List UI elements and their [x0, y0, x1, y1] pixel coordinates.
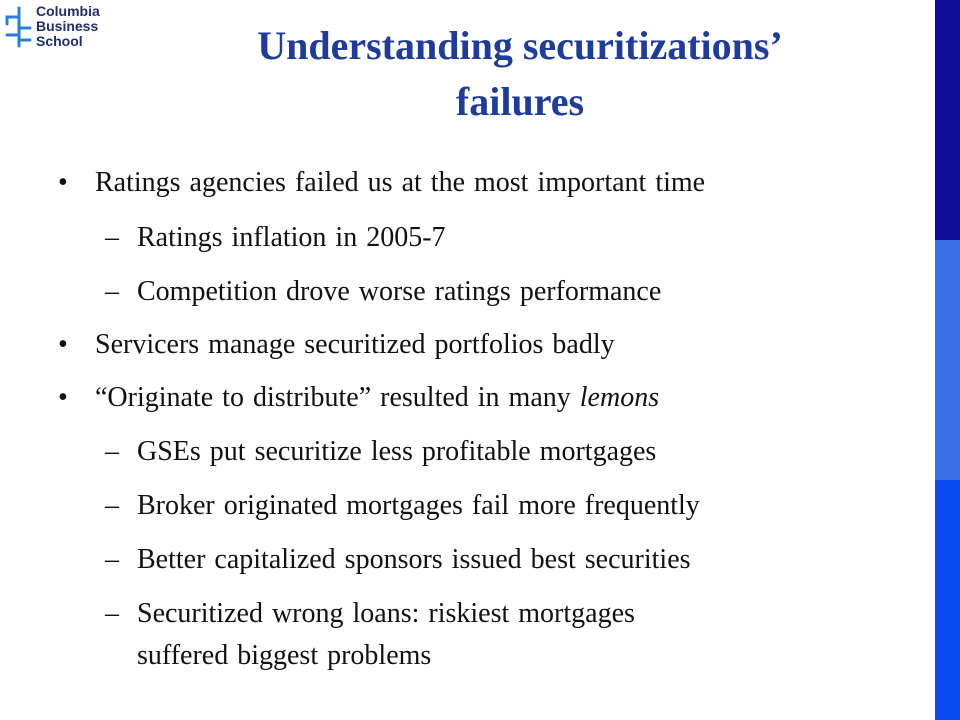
bullet-text: Servicers manage securitized portfolios badly [95, 329, 615, 360]
sub-bullet-text: GSEs put securitize less profitable mortgages [137, 436, 657, 467]
bullet-text: Ratings agencies failed us at the most important time [95, 167, 706, 198]
bullet-marker: • [58, 329, 68, 360]
sub-bullet-text: Competition drove worse ratings performance [137, 276, 662, 307]
bullet-text-main: “Originate to distribute” resulted in many [95, 382, 580, 413]
sub-bullet-text: Better capitalized sponsors issued best securities [137, 544, 691, 575]
logo-line-2: Business [36, 18, 99, 34]
logo-line-1: Columbia [36, 3, 100, 19]
dash-marker: – [105, 222, 119, 253]
decorative-sidebar-bottom [935, 480, 960, 720]
decorative-sidebar-top [935, 0, 960, 240]
dash-marker: – [105, 436, 119, 467]
logo-line-3: School [36, 33, 83, 49]
dash-marker: – [105, 276, 119, 307]
decorative-sidebar-middle [935, 240, 960, 480]
bullet-text-italic: lemons [579, 382, 660, 413]
bullet-text [95, 382, 659, 414]
sub-bullet-text: Broker originated mortgages fail more frequently [137, 490, 700, 521]
sub-bullet-text: Ratings inflation in 2005-7 [137, 222, 446, 253]
slide-title-line-1: Understanding securitizations’ [257, 23, 783, 68]
sub-bullet-text-line-2: suffered biggest problems [137, 640, 432, 671]
bullet-marker: • [58, 167, 68, 198]
bullet-marker: • [58, 382, 68, 413]
slide-title-line-2: failures [455, 79, 585, 124]
dash-marker: – [105, 490, 119, 521]
dash-marker: – [105, 598, 119, 629]
sub-bullet-text-line-1: Securitized wrong loans: riskiest mortgages [137, 598, 635, 629]
dash-marker: – [105, 544, 119, 575]
